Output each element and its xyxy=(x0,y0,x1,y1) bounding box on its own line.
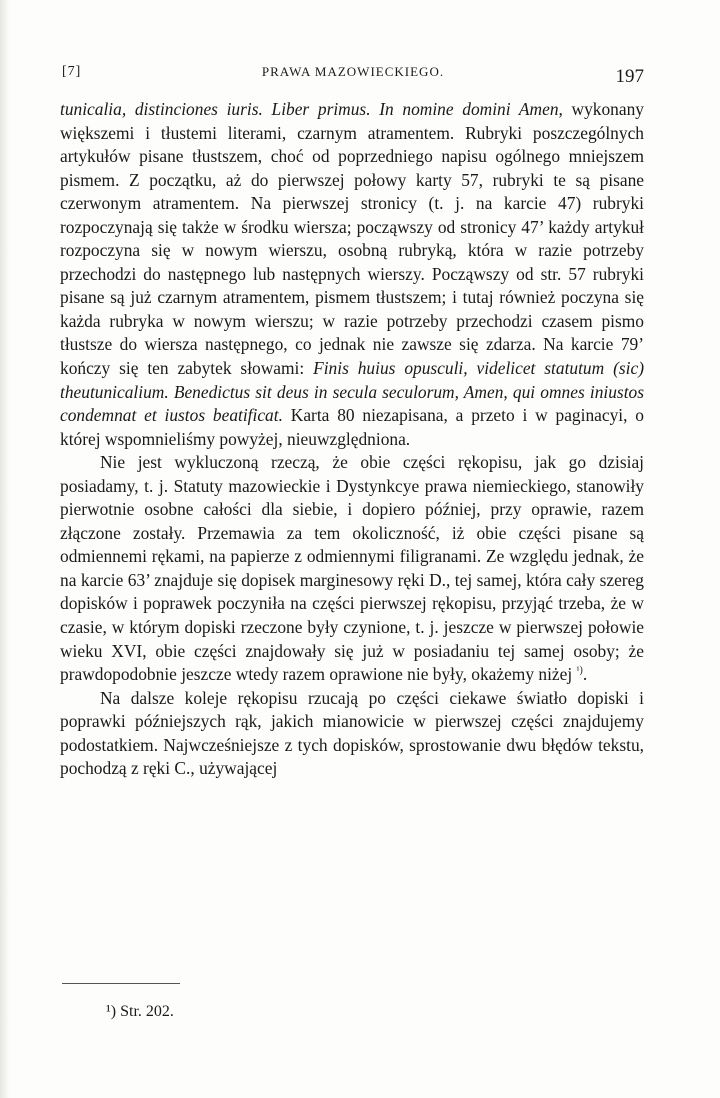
running-title: PRAWA MAZOWIECKIEGO. xyxy=(261,64,445,79)
paragraph-1 xyxy=(60,98,644,451)
footnote-divider xyxy=(62,983,180,984)
latin-explicit: Finis huius opusculi, videlicet statutum (sic) theutunicalium. Benedictus sit deus in secula seculorum, Amen, qui omnes iniustos condemnat et iustos beatificat. xyxy=(60,358,644,426)
paragraph-text: wykonany większemi i tłustemi literami, czarnym atramentem. Rubryki poszczególnych artykułów pisane tłustszem, choć od poprzedniego napisu ogólnego mniejszem pismem. Z początku, aż do pierwszej połowy karty 57, rubryki te są pisane czerwonym atramentem. Na pierwszej stronicy (t. j. na karcie 47) rubryki rozpoczynają się także w środku wiersza; począwszy od stronicy 47’ każdy artykuł rozpoczyna się w nowym wierszu, osobną rubryką, która w razie potrzeby przechodzi do następnego lub następnych wierszy. Począwszy od str. 57 rubryki pisane są już czarnym atramentem, pismem tłustszem; i tutaj również poczyna się każda rubryka w nowym wierszu; w razie potrzeby przechodzi czasem pismo tłustsze do wiersza następnego, co jednak nie zawsze się zdarza. Na karcie 79’ kończy się ten zabytek słowami: xyxy=(60,99,644,379)
section-number: [7] xyxy=(62,64,82,79)
latin-incipit: tunicalia, distinciones iuris. Liber primus. In nomine domini Amen, xyxy=(60,99,563,119)
footnote-reference[interactable]: ¹) xyxy=(576,665,583,677)
running-head xyxy=(62,60,644,88)
body-text xyxy=(60,98,644,781)
footnote: ¹) Str. 202. xyxy=(106,1003,174,1020)
paragraph-text: Na dalsze koleje rękopisu rzucają po części ciekawe światło dopiski i poprawki późniejszych rąk, jakich mianowicie w pierwszej części znajdujemy podostatkiem. Najwcześniejsze z tych dopisków, sprostowanie dwu błędów tekstu, pochodzą z ręki C., używającej xyxy=(60,687,644,779)
page-number: 197 xyxy=(615,66,644,87)
paragraph-text: Nie jest wykluczoną rzeczą, że obie części rękopisu, jak go dzisiaj posiadamy, t. j. Statuty mazowieckie i Dystynkcye prawa niemieckiego, stanowiły pierwotnie osobne całości dla siebie, i dopiero później, przy oprawie, razem złączone zostały. Przemawia za tem okoliczność, iż obie części pisane są odmiennemi rękami, na papierze z odmiennymi filigranami. Ze względu jednak, że na karcie 63’ znajduje się dopisek marginesowy ręki D., tej samej, która cały szereg dopisków i poprawek poczyniła na części pierwszej rękopisu, przyjąć trzeba, że w czasie, w którym dopiski rzeczone były czynione, t. j. jeszcze w pierwszej połowie wieku XVI, obie części znajdowały się już w posiadaniu tej samej osoby; że prawdopodobnie jeszcze wtedy razem oprawione nie były, okażemy niżej xyxy=(60,452,644,685)
paragraph-3 xyxy=(60,687,644,781)
binding-edge-shadow xyxy=(0,0,10,1098)
paragraph-2 xyxy=(60,451,644,686)
paragraph-text: . xyxy=(582,664,588,685)
paragraph-text: Karta 80 niezapisana, a przeto i w paginacyi, o której wspomnieliśmy powyżej, nieuwzględniona. xyxy=(60,405,644,449)
